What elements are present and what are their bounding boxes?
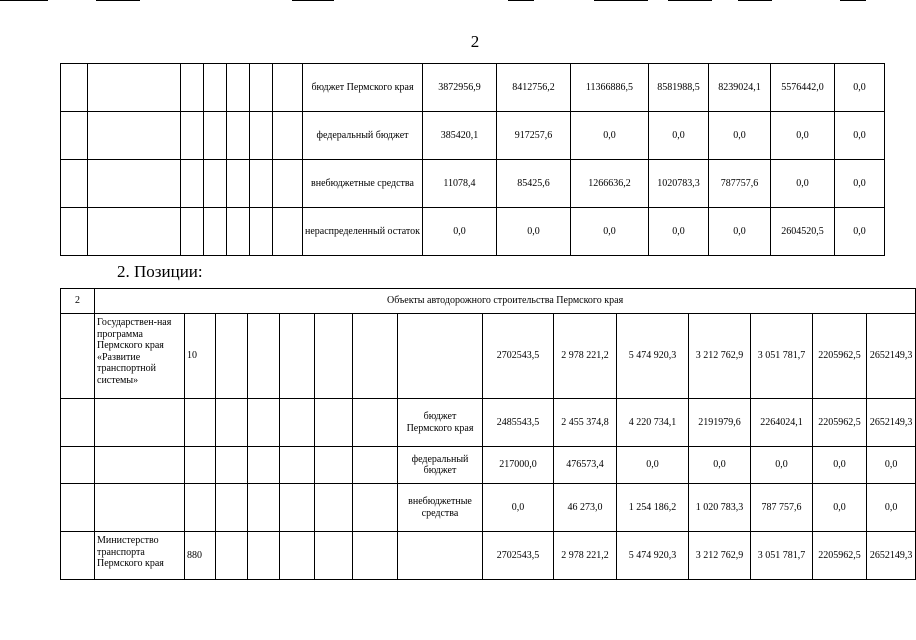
empty-cell <box>61 112 88 160</box>
source-label: федеральный бюджет <box>303 112 423 160</box>
empty-cell <box>250 160 273 208</box>
value-cell: 2205962,5 <box>813 532 867 580</box>
value-cell: 2205962,5 <box>813 314 867 399</box>
empty-cell <box>216 447 248 484</box>
value-cell: 3 051 781,7 <box>751 314 813 399</box>
source-label: внебюджетные средства <box>303 160 423 208</box>
program-name: Государствен-ная программа Пермского края «Развитие транспортной системы» <box>95 314 185 399</box>
empty-cell <box>280 314 315 399</box>
empty-cell <box>315 314 353 399</box>
header-number: 2 <box>61 289 95 314</box>
empty-cell <box>88 112 181 160</box>
program-code <box>185 399 216 447</box>
value-cell: 0,0 <box>571 208 649 256</box>
section-heading: 2. Позиции: <box>117 262 203 281</box>
value-cell: 11366886,5 <box>571 64 649 112</box>
value-cell: 2652149,3 <box>867 399 916 447</box>
value-cell: 46 273,0 <box>554 484 617 532</box>
empty-cell <box>315 484 353 532</box>
empty-cell <box>216 532 248 580</box>
value-cell: 8239024,1 <box>709 64 771 112</box>
table-row <box>61 447 916 484</box>
value-cell: 1 254 186,2 <box>617 484 689 532</box>
value-cell: 0,0 <box>423 208 497 256</box>
value-cell: 2652149,3 <box>867 532 916 580</box>
empty-cell <box>315 532 353 580</box>
program-name <box>95 399 185 447</box>
header-title: Объекты автодорожного строительства Пермского края <box>95 289 916 314</box>
empty-cell <box>61 160 88 208</box>
program-code <box>185 447 216 484</box>
table-row <box>61 64 885 112</box>
value-cell: 0,0 <box>835 160 885 208</box>
value-cell: 8412756,2 <box>497 64 571 112</box>
table-row <box>61 160 885 208</box>
empty-cell <box>315 447 353 484</box>
program-code <box>185 484 216 532</box>
empty-cell <box>88 64 181 112</box>
empty-cell <box>353 314 398 399</box>
empty-cell <box>88 160 181 208</box>
empty-cell <box>216 314 248 399</box>
positions-header-row <box>61 289 916 314</box>
table-row <box>61 484 916 532</box>
empty-cell <box>61 447 95 484</box>
empty-cell <box>250 208 273 256</box>
empty-cell <box>61 399 95 447</box>
empty-cell <box>280 532 315 580</box>
value-cell: 8581988,5 <box>649 64 709 112</box>
value-cell: 917257,6 <box>497 112 571 160</box>
empty-cell <box>181 112 204 160</box>
source-label: федеральный бюджет <box>398 447 483 484</box>
value-cell: 0,0 <box>835 112 885 160</box>
value-cell: 4 220 734,1 <box>617 399 689 447</box>
value-cell: 1020783,3 <box>649 160 709 208</box>
value-cell: 0,0 <box>709 112 771 160</box>
value-cell: 0,0 <box>689 447 751 484</box>
source-label: бюджет Пермского края <box>303 64 423 112</box>
empty-cell <box>227 64 250 112</box>
empty-cell <box>181 208 204 256</box>
empty-cell <box>273 112 303 160</box>
value-cell: 2652149,3 <box>867 314 916 399</box>
value-cell: 2 978 221,2 <box>554 532 617 580</box>
empty-cell <box>280 399 315 447</box>
value-cell: 0,0 <box>709 208 771 256</box>
value-cell: 0,0 <box>483 484 554 532</box>
financing-table <box>60 63 885 256</box>
value-cell: 11078,4 <box>423 160 497 208</box>
value-cell: 787757,6 <box>709 160 771 208</box>
empty-cell <box>61 314 95 399</box>
page-number: 2 <box>470 32 480 51</box>
value-cell: 2264024,1 <box>751 399 813 447</box>
empty-cell <box>227 112 250 160</box>
empty-cell <box>248 447 280 484</box>
value-cell: 0,0 <box>813 447 867 484</box>
value-cell: 2 978 221,2 <box>554 314 617 399</box>
empty-cell <box>273 64 303 112</box>
value-cell: 0,0 <box>867 447 916 484</box>
value-cell: 2205962,5 <box>813 399 867 447</box>
value-cell: 1 020 783,3 <box>689 484 751 532</box>
value-cell: 2 455 374,8 <box>554 399 617 447</box>
empty-cell <box>315 399 353 447</box>
value-cell: 0,0 <box>571 112 649 160</box>
value-cell: 3872956,9 <box>423 64 497 112</box>
empty-cell <box>248 484 280 532</box>
value-cell: 0,0 <box>835 208 885 256</box>
empty-cell <box>280 447 315 484</box>
value-cell: 0,0 <box>813 484 867 532</box>
empty-cell <box>353 532 398 580</box>
empty-cell <box>204 64 227 112</box>
empty-cell <box>204 160 227 208</box>
value-cell: 2604520,5 <box>771 208 835 256</box>
program-name: Министерство транспорта Пермского края <box>95 532 185 580</box>
empty-cell <box>250 112 273 160</box>
empty-cell <box>273 160 303 208</box>
empty-cell <box>61 208 88 256</box>
table-row <box>61 314 916 399</box>
empty-cell <box>61 64 88 112</box>
empty-cell <box>204 208 227 256</box>
value-cell: 5576442,0 <box>771 64 835 112</box>
empty-cell <box>216 484 248 532</box>
source-label: нераспределенный остаток <box>303 208 423 256</box>
value-cell: 0,0 <box>497 208 571 256</box>
value-cell: 476573,4 <box>554 447 617 484</box>
empty-cell <box>227 160 250 208</box>
value-cell: 0,0 <box>649 208 709 256</box>
value-cell: 0,0 <box>867 484 916 532</box>
table-row <box>61 532 916 580</box>
table-row <box>61 399 916 447</box>
value-cell: 5 474 920,3 <box>617 314 689 399</box>
value-cell: 2702543,5 <box>483 532 554 580</box>
empty-cell <box>227 208 250 256</box>
empty-cell <box>353 484 398 532</box>
program-code: 880 <box>185 532 216 580</box>
empty-cell <box>216 399 248 447</box>
empty-cell <box>250 64 273 112</box>
empty-cell <box>353 447 398 484</box>
value-cell: 0,0 <box>771 160 835 208</box>
value-cell: 0,0 <box>751 447 813 484</box>
program-name <box>95 484 185 532</box>
empty-cell <box>181 160 204 208</box>
program-name <box>95 447 185 484</box>
empty-cell <box>61 484 95 532</box>
value-cell: 2191979,6 <box>689 399 751 447</box>
source-label: внебюджетные средства <box>398 484 483 532</box>
source-label: бюджет Пермского края <box>398 399 483 447</box>
empty-cell <box>88 208 181 256</box>
value-cell: 0,0 <box>835 64 885 112</box>
empty-cell <box>181 64 204 112</box>
value-cell: 2702543,5 <box>483 314 554 399</box>
value-cell: 0,0 <box>617 447 689 484</box>
value-cell: 3 051 781,7 <box>751 532 813 580</box>
empty-cell <box>204 112 227 160</box>
empty-cell <box>248 314 280 399</box>
value-cell: 85425,6 <box>497 160 571 208</box>
positions-table <box>60 288 916 580</box>
empty-cell <box>248 399 280 447</box>
value-cell: 0,0 <box>649 112 709 160</box>
value-cell: 787 757,6 <box>751 484 813 532</box>
empty-cell <box>353 399 398 447</box>
value-cell: 3 212 762,9 <box>689 314 751 399</box>
value-cell: 1266636,2 <box>571 160 649 208</box>
empty-cell <box>280 484 315 532</box>
value-cell: 217000,0 <box>483 447 554 484</box>
value-cell: 0,0 <box>771 112 835 160</box>
value-cell: 385420,1 <box>423 112 497 160</box>
value-cell: 2485543,5 <box>483 399 554 447</box>
value-cell: 3 212 762,9 <box>689 532 751 580</box>
table-row <box>61 112 885 160</box>
empty-cell <box>61 532 95 580</box>
table-row <box>61 208 885 256</box>
source-label <box>398 532 483 580</box>
empty-cell <box>273 208 303 256</box>
empty-cell <box>248 532 280 580</box>
program-code: 10 <box>185 314 216 399</box>
source-label <box>398 314 483 399</box>
value-cell: 5 474 920,3 <box>617 532 689 580</box>
scan-top-edge <box>0 0 905 2</box>
